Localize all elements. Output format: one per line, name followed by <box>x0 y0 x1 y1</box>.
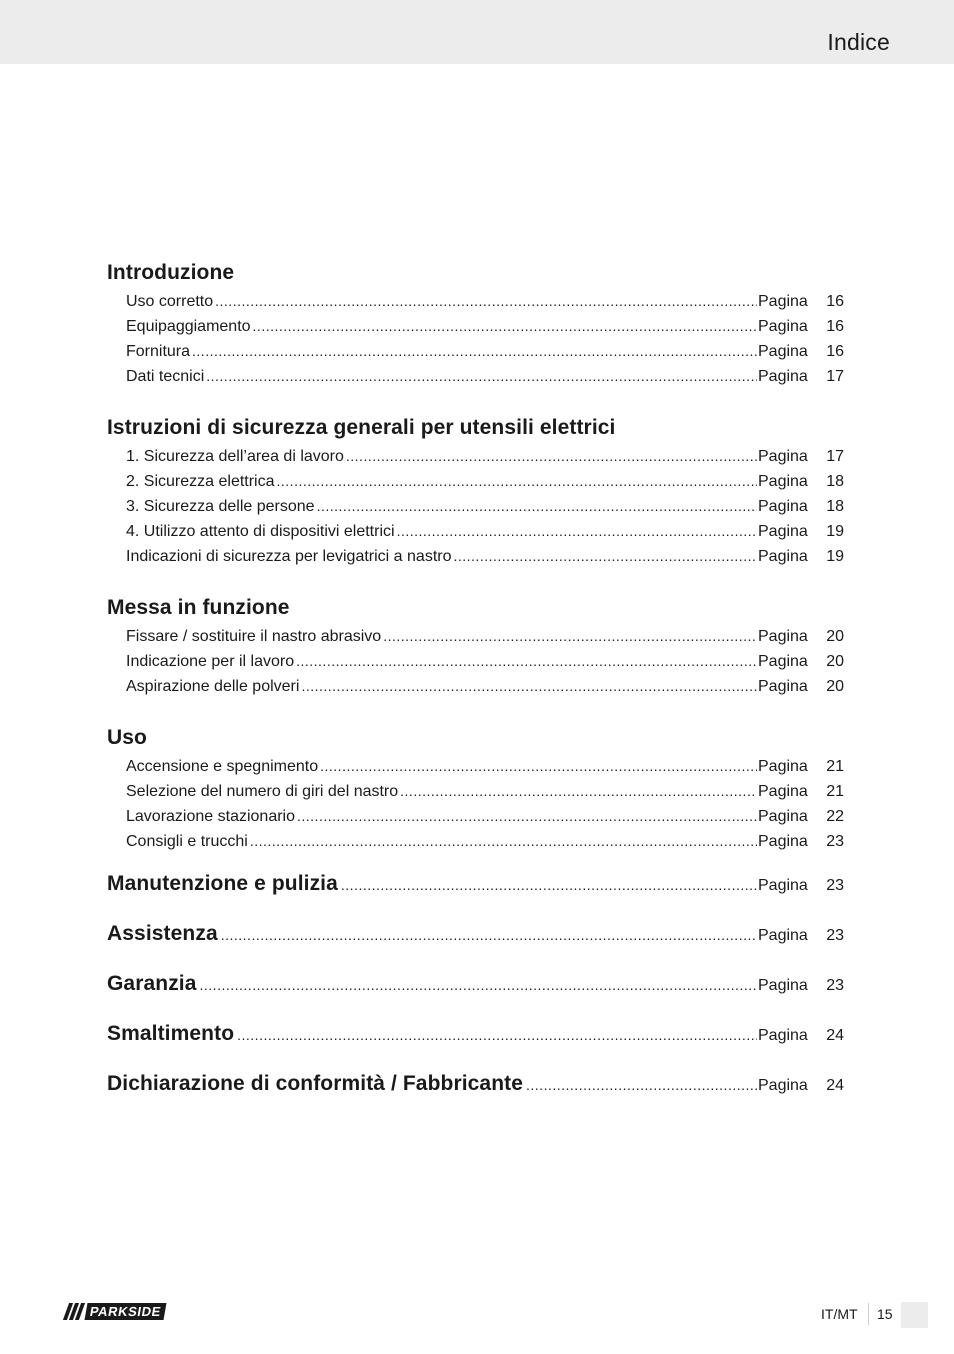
page-number: 16 <box>826 343 844 360</box>
dot-leader <box>253 314 757 339</box>
dot-leader <box>237 1019 757 1051</box>
toc-entry[interactable] <box>107 289 844 314</box>
page-number: 19 <box>826 523 844 540</box>
toc-main-entry-label: Manutenzione e pulizia <box>107 872 338 895</box>
toc-entry-label: Lavorazione stazionario <box>126 808 295 825</box>
page-label: Pagina <box>758 448 808 465</box>
page-label: Pagina <box>758 523 808 540</box>
page-label: Pagina <box>758 1077 808 1094</box>
toc-entry[interactable] <box>107 779 844 804</box>
toc-entry[interactable] <box>107 754 844 779</box>
footer-page-number: 15 <box>877 1306 893 1322</box>
toc-entry-label: 3. Sicurezza delle persone <box>126 498 315 515</box>
page-title: Indice <box>827 29 890 55</box>
toc-main-entry[interactable] <box>107 868 844 918</box>
page-label: Pagina <box>758 783 808 800</box>
page-label: Pagina <box>758 628 808 645</box>
brand-name: PARKSIDE <box>85 1303 167 1320</box>
logo-stripes-icon <box>64 1303 86 1320</box>
page-label: Pagina <box>758 927 808 944</box>
toc-entry[interactable] <box>107 544 844 569</box>
toc-entry[interactable] <box>107 519 844 544</box>
page-label: Pagina <box>758 498 808 515</box>
toc-entry-label: 1. Sicurezza dell’area di lavoro <box>126 448 344 465</box>
page-number: 23 <box>826 877 844 894</box>
toc-entry-label: Aspirazione delle polveri <box>126 678 300 695</box>
toc-main-entry-label: Smaltimento <box>107 1022 235 1045</box>
page-label: Pagina <box>758 368 808 385</box>
dot-leader <box>346 444 757 469</box>
page-label: Pagina <box>758 678 808 695</box>
dot-leader <box>221 919 757 951</box>
footer-tab-marker <box>901 1302 928 1328</box>
page-label: Pagina <box>758 758 808 775</box>
page-number: 20 <box>826 653 844 670</box>
toc-entry-label: Fornitura <box>126 343 191 360</box>
page-number: 17 <box>826 368 844 385</box>
toc-entry[interactable] <box>107 364 844 389</box>
page-number: 23 <box>826 927 844 944</box>
page-label: Pagina <box>758 318 808 335</box>
toc-main-entry[interactable] <box>107 918 844 968</box>
dot-leader <box>397 519 757 544</box>
toc-entry-label: Dati tecnici <box>126 368 205 385</box>
dot-leader <box>250 829 757 854</box>
toc-entry[interactable] <box>107 804 844 829</box>
page-label: Pagina <box>758 343 808 360</box>
dot-leader <box>297 804 757 829</box>
page-number: 16 <box>826 293 844 310</box>
page-number: 21 <box>826 783 844 800</box>
page-number: 24 <box>826 1027 844 1044</box>
dot-leader <box>526 1069 757 1101</box>
page-label: Pagina <box>758 548 808 565</box>
footer-language: IT/MT <box>821 1306 858 1322</box>
toc-section-uso <box>107 722 844 854</box>
dot-leader <box>200 969 757 1001</box>
dot-leader <box>277 469 757 494</box>
toc-entry-label: Selezione del numero di giri del nastro <box>126 783 399 800</box>
toc-main-entry-label: Garanzia <box>107 972 197 995</box>
page-number: 16 <box>826 318 844 335</box>
page-number: 19 <box>826 548 844 565</box>
toc-entry-label: Accensione e spegnimento <box>126 758 319 775</box>
toc-entry-label: Equipaggiamento <box>126 318 251 335</box>
section-title: Messa in funzione <box>107 596 290 619</box>
page-label: Pagina <box>758 473 808 490</box>
dot-leader <box>192 339 757 364</box>
dot-leader <box>320 754 757 779</box>
toc-entry[interactable] <box>107 649 844 674</box>
section-title: Istruzioni di sicurezza generali per utensili elettrici <box>107 416 616 439</box>
toc-main-entry[interactable] <box>107 1068 844 1118</box>
toc-section-messa-in-funzione <box>107 592 844 699</box>
toc-entry[interactable] <box>107 829 844 854</box>
footer-divider <box>868 1303 869 1325</box>
toc-entry[interactable] <box>107 674 844 699</box>
toc-entry-label: Fissare / sostituire il nastro abrasivo <box>126 628 382 645</box>
page-number: 24 <box>826 1077 844 1094</box>
spacer <box>107 854 844 868</box>
dot-leader <box>206 364 757 389</box>
page-number: 20 <box>826 678 844 695</box>
page-number: 20 <box>826 628 844 645</box>
page-label: Pagina <box>758 977 808 994</box>
table-of-contents <box>107 257 844 1118</box>
toc-section-sicurezza <box>107 412 844 569</box>
toc-entry-label: Uso corretto <box>126 293 214 310</box>
dot-leader <box>383 624 757 649</box>
dot-leader <box>453 544 757 569</box>
page-label: Pagina <box>758 293 808 310</box>
dot-leader <box>296 649 757 674</box>
page-number: 21 <box>826 758 844 775</box>
spacer <box>107 389 844 412</box>
dot-leader <box>301 674 757 699</box>
toc-entry[interactable] <box>107 314 844 339</box>
toc-entry-label: Indicazione per il lavoro <box>126 653 295 670</box>
toc-main-entry[interactable] <box>107 968 844 1018</box>
dot-leader <box>341 869 757 901</box>
toc-entry-label: 4. Utilizzo attento di dispositivi elettrici <box>126 523 395 540</box>
page-label: Pagina <box>758 653 808 670</box>
spacer <box>107 699 844 722</box>
page-number: 17 <box>826 448 844 465</box>
dot-leader <box>215 289 757 314</box>
toc-section-introduzione <box>107 257 844 389</box>
toc-entry[interactable] <box>107 444 844 469</box>
section-title: Uso <box>107 726 147 749</box>
dot-leader <box>317 494 757 519</box>
dot-leader <box>400 779 757 804</box>
page-label: Pagina <box>758 833 808 850</box>
page-number: 23 <box>826 977 844 994</box>
page-label: Pagina <box>758 808 808 825</box>
page-number: 22 <box>826 808 844 825</box>
page-number: 18 <box>826 473 844 490</box>
toc-entry[interactable] <box>107 339 844 364</box>
toc-entry-label: Consigli e trucchi <box>126 833 248 850</box>
toc-entry[interactable] <box>107 624 844 649</box>
parkside-logo <box>64 1303 177 1320</box>
page-label: Pagina <box>758 877 808 894</box>
toc-entry[interactable] <box>107 494 844 519</box>
page-number: 18 <box>826 498 844 515</box>
toc-entry[interactable] <box>107 469 844 494</box>
toc-entry-label: 2. Sicurezza elettrica <box>126 473 275 490</box>
spacer <box>107 569 844 592</box>
page-label: Pagina <box>758 1027 808 1044</box>
page-number: 23 <box>826 833 844 850</box>
toc-main-entry[interactable] <box>107 1018 844 1068</box>
section-title: Introduzione <box>107 261 235 284</box>
toc-entry-label: Indicazioni di sicurezza per levigatrici a nastro <box>126 548 452 565</box>
header-band <box>0 0 954 64</box>
toc-main-entry-label: Dichiarazione di conformità / Fabbricante <box>107 1072 524 1095</box>
toc-main-entry-label: Assistenza <box>107 922 218 945</box>
